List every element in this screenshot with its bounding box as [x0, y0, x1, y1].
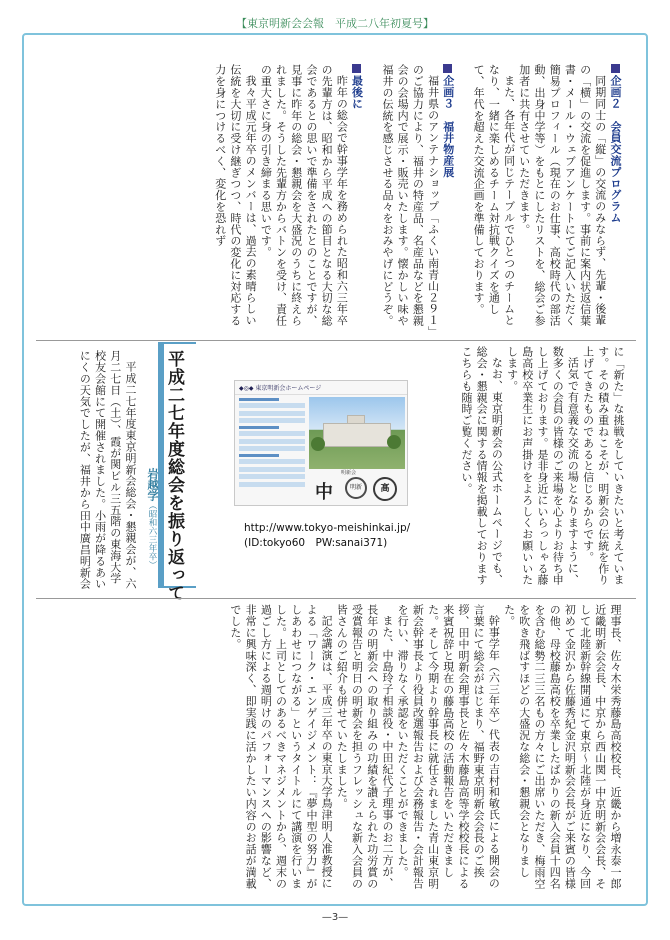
- meishin-emblem-icon: 明新: [345, 477, 367, 499]
- website-nav-menu: [239, 395, 305, 489]
- website-url-block: [244, 521, 410, 551]
- kikaku3-heading-text: 企画３ 福井物産展: [441, 75, 455, 178]
- author-name: 岩越学: [146, 468, 159, 501]
- bottom-column: [40, 604, 623, 892]
- continuation-paragraph-1: に「新た」な挑戦をしていきたいと考えています。その積み重ねこそが、明新会の伝統を作り上げてきたものであると信じるからです。: [581, 346, 625, 586]
- square-bullet-icon: [443, 64, 452, 73]
- report-paragraph-2: 幹事学年（六三年卒）代表の吉村和敏氏による開会の言葉にて総会がはじまり、福野東京明新会会長のご挨拶、田中明新会理事長と佐々木藤島高等学校校長による来賓祝辞と現在の藤島高校の活動報告をいただきました。そして今期より幹事長に就任されました青山東京明新会幹事長より役員改選報告および会務報告・会計報告を行い、滞りなく承認をいただくことができました。: [396, 604, 501, 889]
- top-right-column: [40, 64, 623, 334]
- kikaku2-heading: [608, 64, 623, 334]
- report-paragraph-3: また、中島玲子相談役・中田紀代子理事のお二方が、長年の明新会への取り組みの功績を讃えられた功労賞の受賞報告と明日の明新会を担うフレッシュな新入会員の皆さんのご紹介も併せていたしました。: [335, 604, 394, 889]
- report-paragraph-4: 記念講演は、平成三年卒の東京大学鳥津明人准教授による「ワーク・エンゲイジメント：『夢中型の努力』がしあわせにつながる」というタイトルにて講演を行いました。上司としてのあるべきマネジメントから、週末の過ごし方による週明けのパフォーマンスへの影響など、非常に興味深く、即実践に活かしたい内容のお話が満載でした。: [228, 604, 334, 889]
- article-intro-column: [40, 350, 138, 590]
- school-logo-text: 中: [315, 482, 333, 503]
- square-bullet-icon: [352, 64, 361, 73]
- tree-shape: [311, 437, 325, 451]
- kikaku3-heading: [441, 64, 456, 334]
- saigo-heading: [349, 64, 364, 334]
- website-credentials: (ID:tokyo60 PW:sanai371): [244, 537, 388, 549]
- author-note: （昭和六三年卒）: [147, 501, 157, 569]
- website-title: ◆◎◆ 東京明新会ホームページ: [235, 381, 407, 395]
- kikaku2-heading-text: 企画２ 会員交流プログラム: [609, 75, 622, 224]
- saigo-paragraph-2: 我々平成元年卒のメンバーは、過去の素晴らしい伝統を大切に受け継ぎつつ、時代の変化に対応する力を身につけるべく、変化を恐れず: [213, 64, 258, 327]
- article-paragraph-1: 平成二七年度東京明新会総会・懇親会が、六月二七日（土）、霞が関ビル三五階の東海大学校友会館にて開催されました。小雨が降るあいにくの天気でしたが、福井から田中廣昌明新会: [78, 350, 137, 590]
- report-paragraph-1: 理事長、佐々木栄秀藤島高校校長、近畿から増永泰一郎近畿明新会会長、中京から西山関一中京明新会会長、そして北陸新幹線開通にて東京〜北陸が身近になり、今回初めて金沢から佐藤秀紀金沢明新会会長がご来賓の皆様の他、母校藤島高校を卒業したばかりの新入会員十四名を含む総勢二三三名もの方々にご出席いただき、梅雨空を吹き飛ばすほどの大盛況な総会・懇親会となりました。: [502, 604, 622, 889]
- tree-shape: [387, 435, 401, 449]
- building-shape: [323, 423, 391, 447]
- section-divider-top: [36, 340, 636, 341]
- saigo-heading-text: 最後に: [350, 75, 364, 110]
- kikaku2-paragraph-2: また、各年代が同じテーブルでひとつのチームとなり、一緒に楽しめるチーム対抗戦クイズを通して、年代を超えた交流企画を準備しております。: [472, 64, 516, 326]
- continuation-paragraph-3: なお、東京明新会の公式ホームページでも、総会・懇親会に関する情報を掲載しておりますこちらも随時ご覧ください。: [459, 346, 504, 586]
- school-photo: [309, 397, 405, 469]
- square-bullet-icon: [611, 64, 620, 73]
- article-title: 平成二七年度総会を振り返って: [164, 350, 184, 602]
- website-url[interactable]: http://www.tokyo-meishinkai.jp/: [244, 522, 411, 534]
- website-title-text: 東京明新会ホームページ: [255, 385, 322, 392]
- website-caption: 明新会: [341, 470, 357, 476]
- continuation-paragraph-2: 活気で有意義な交流の場となりますように、数多くの会員の皆様のご来場を心よりお待ち申し上げております。是非身近にいらっしゃる藤島高校卒業生にお声掛けをよろしくお願いいたします。: [505, 346, 580, 586]
- spacer: [365, 64, 380, 334]
- section-divider-bottom: [36, 598, 636, 599]
- kikaku2-paragraph-1: 同期同士の「縦」の交流のみならず、先輩・後輩の「横」の交流を促進します。事前に案内状返信葉書・メール・ウェブアンケートにてご記入いただく簡易プロフィール（現在のお仕事、高校時代の部活動、出身中学等）をもとにしたリストを、総会ご参加者に共有させていただきます。: [517, 64, 607, 327]
- website-screenshot: [234, 380, 408, 506]
- kikaku3-paragraph-1: 福井県のアンテナショップ「ふくい南青山２９１」のご協力により、福井の特産品、名産品などを懇親会の会場内で展示・販売いたします。懐かしい味や福井の伝統を感じさせる品々をおみやげにどうぞ。: [380, 64, 440, 332]
- article-author: [144, 468, 160, 569]
- spacer: [456, 64, 471, 334]
- school-emblem-icon: 高: [373, 477, 397, 501]
- newsletter-header: 【東京明新会会報 平成二八年初夏号】: [236, 17, 434, 30]
- middle-right-column: [414, 346, 626, 586]
- saigo-paragraph-1: 昨年の総会で幹事学年を務められた昭和六三年卒の先輩方は、昭和から平成への節目となる大切な総会であるとの思いで準備をされたとのことですが、見事に昨年の総会・懇親会を大盛況のうちに終えられました。そうした先輩方からバトンを受け、責任の重大さに身の引き締まる思いです。: [259, 64, 349, 327]
- page-number: —3—: [321, 912, 349, 923]
